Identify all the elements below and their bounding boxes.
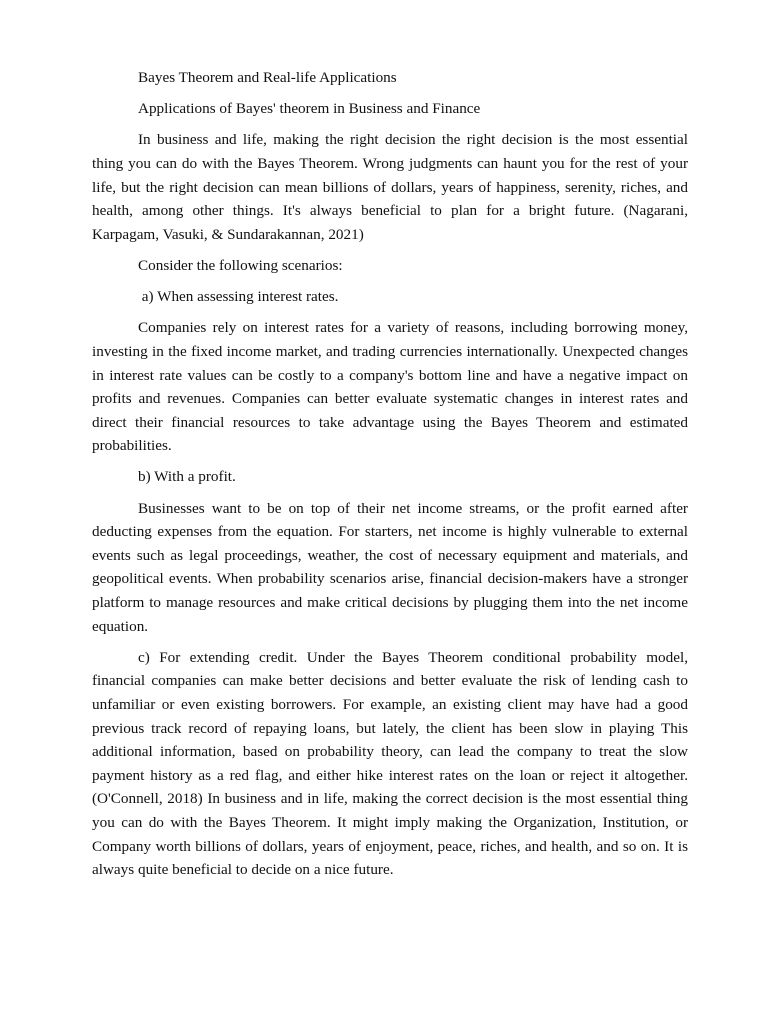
scenario-a-heading: a) When assessing interest rates. [138, 288, 339, 306]
scenario-b-heading: b) With a profit. [138, 468, 236, 486]
scenario-a-paragraph: Companies rely on interest rates for a variety of reasons, including borrowing money, investing in the fixed income market, and trading currencies internationally. Unexpected changes in interest rate values can be costly to a company's bottom line and have a negative impact on profits and revenues. Companies can better evaluate systematic changes in interest rates and direct their financial resources to take advantage using the Bayes Theorem and estimated probabilities. [92, 319, 688, 455]
scenario-b-paragraph: Businesses want to be on top of their net income streams, or the profit earned after deducting expenses from the equation. For starters, net income is highly vulnerable to external events such as legal proceedings, weather, the cost of necessary equipment and materials, and geopolitical events. When probability scenarios arise, financial decision-makers have a stronger platform to manage resources and make critical decisions by plugging them into the net income equation. [92, 499, 688, 635]
document-page [92, 66, 688, 889]
document-title: Bayes Theorem and Real-life Applications [138, 69, 397, 86]
document-subtitle: Applications of Bayes' theorem in Business and Finance [138, 100, 481, 118]
intro-paragraph: In business and life, making the right decision the right decision is the most essential thing you can do with the Bayes Theorem. Wrong judgments can haunt you for the rest of your life, but the right decision can mean billions of dollars, years of happiness, serenity, riches, and health, among other things. It's always beneficial to plan for a bright future. (Nagarani, Karpagam, Vasuki, & Sundarakannan, 2021) [92, 131, 688, 243]
scenario-c-paragraph: c) For extending credit. Under the Bayes Theorem conditional probability model, financial companies can make better decisions and better evaluate the risk of lending cash to unfamiliar or even existing borrowers. For example, an existing client may have had a good previous track record of repaying loans, but lately, the client has been slow in playing This additional information, based on probability theory, can lead the company to treat the slow payment history as a red flag, and either hike interest rates on the loan or reject it altogether. (O'Connell, 2018) In business and in life, making the correct decision is the most essential thing you can do with the Bayes Theorem. It might imply making the Organization, Institution, or Company worth billions of dollars, years of enjoyment, peace, riches, and health, and so on. It is always quite beneficial to decide on a nice future. [92, 648, 688, 879]
scenarios-lead-in: Consider the following scenarios: [138, 256, 343, 274]
